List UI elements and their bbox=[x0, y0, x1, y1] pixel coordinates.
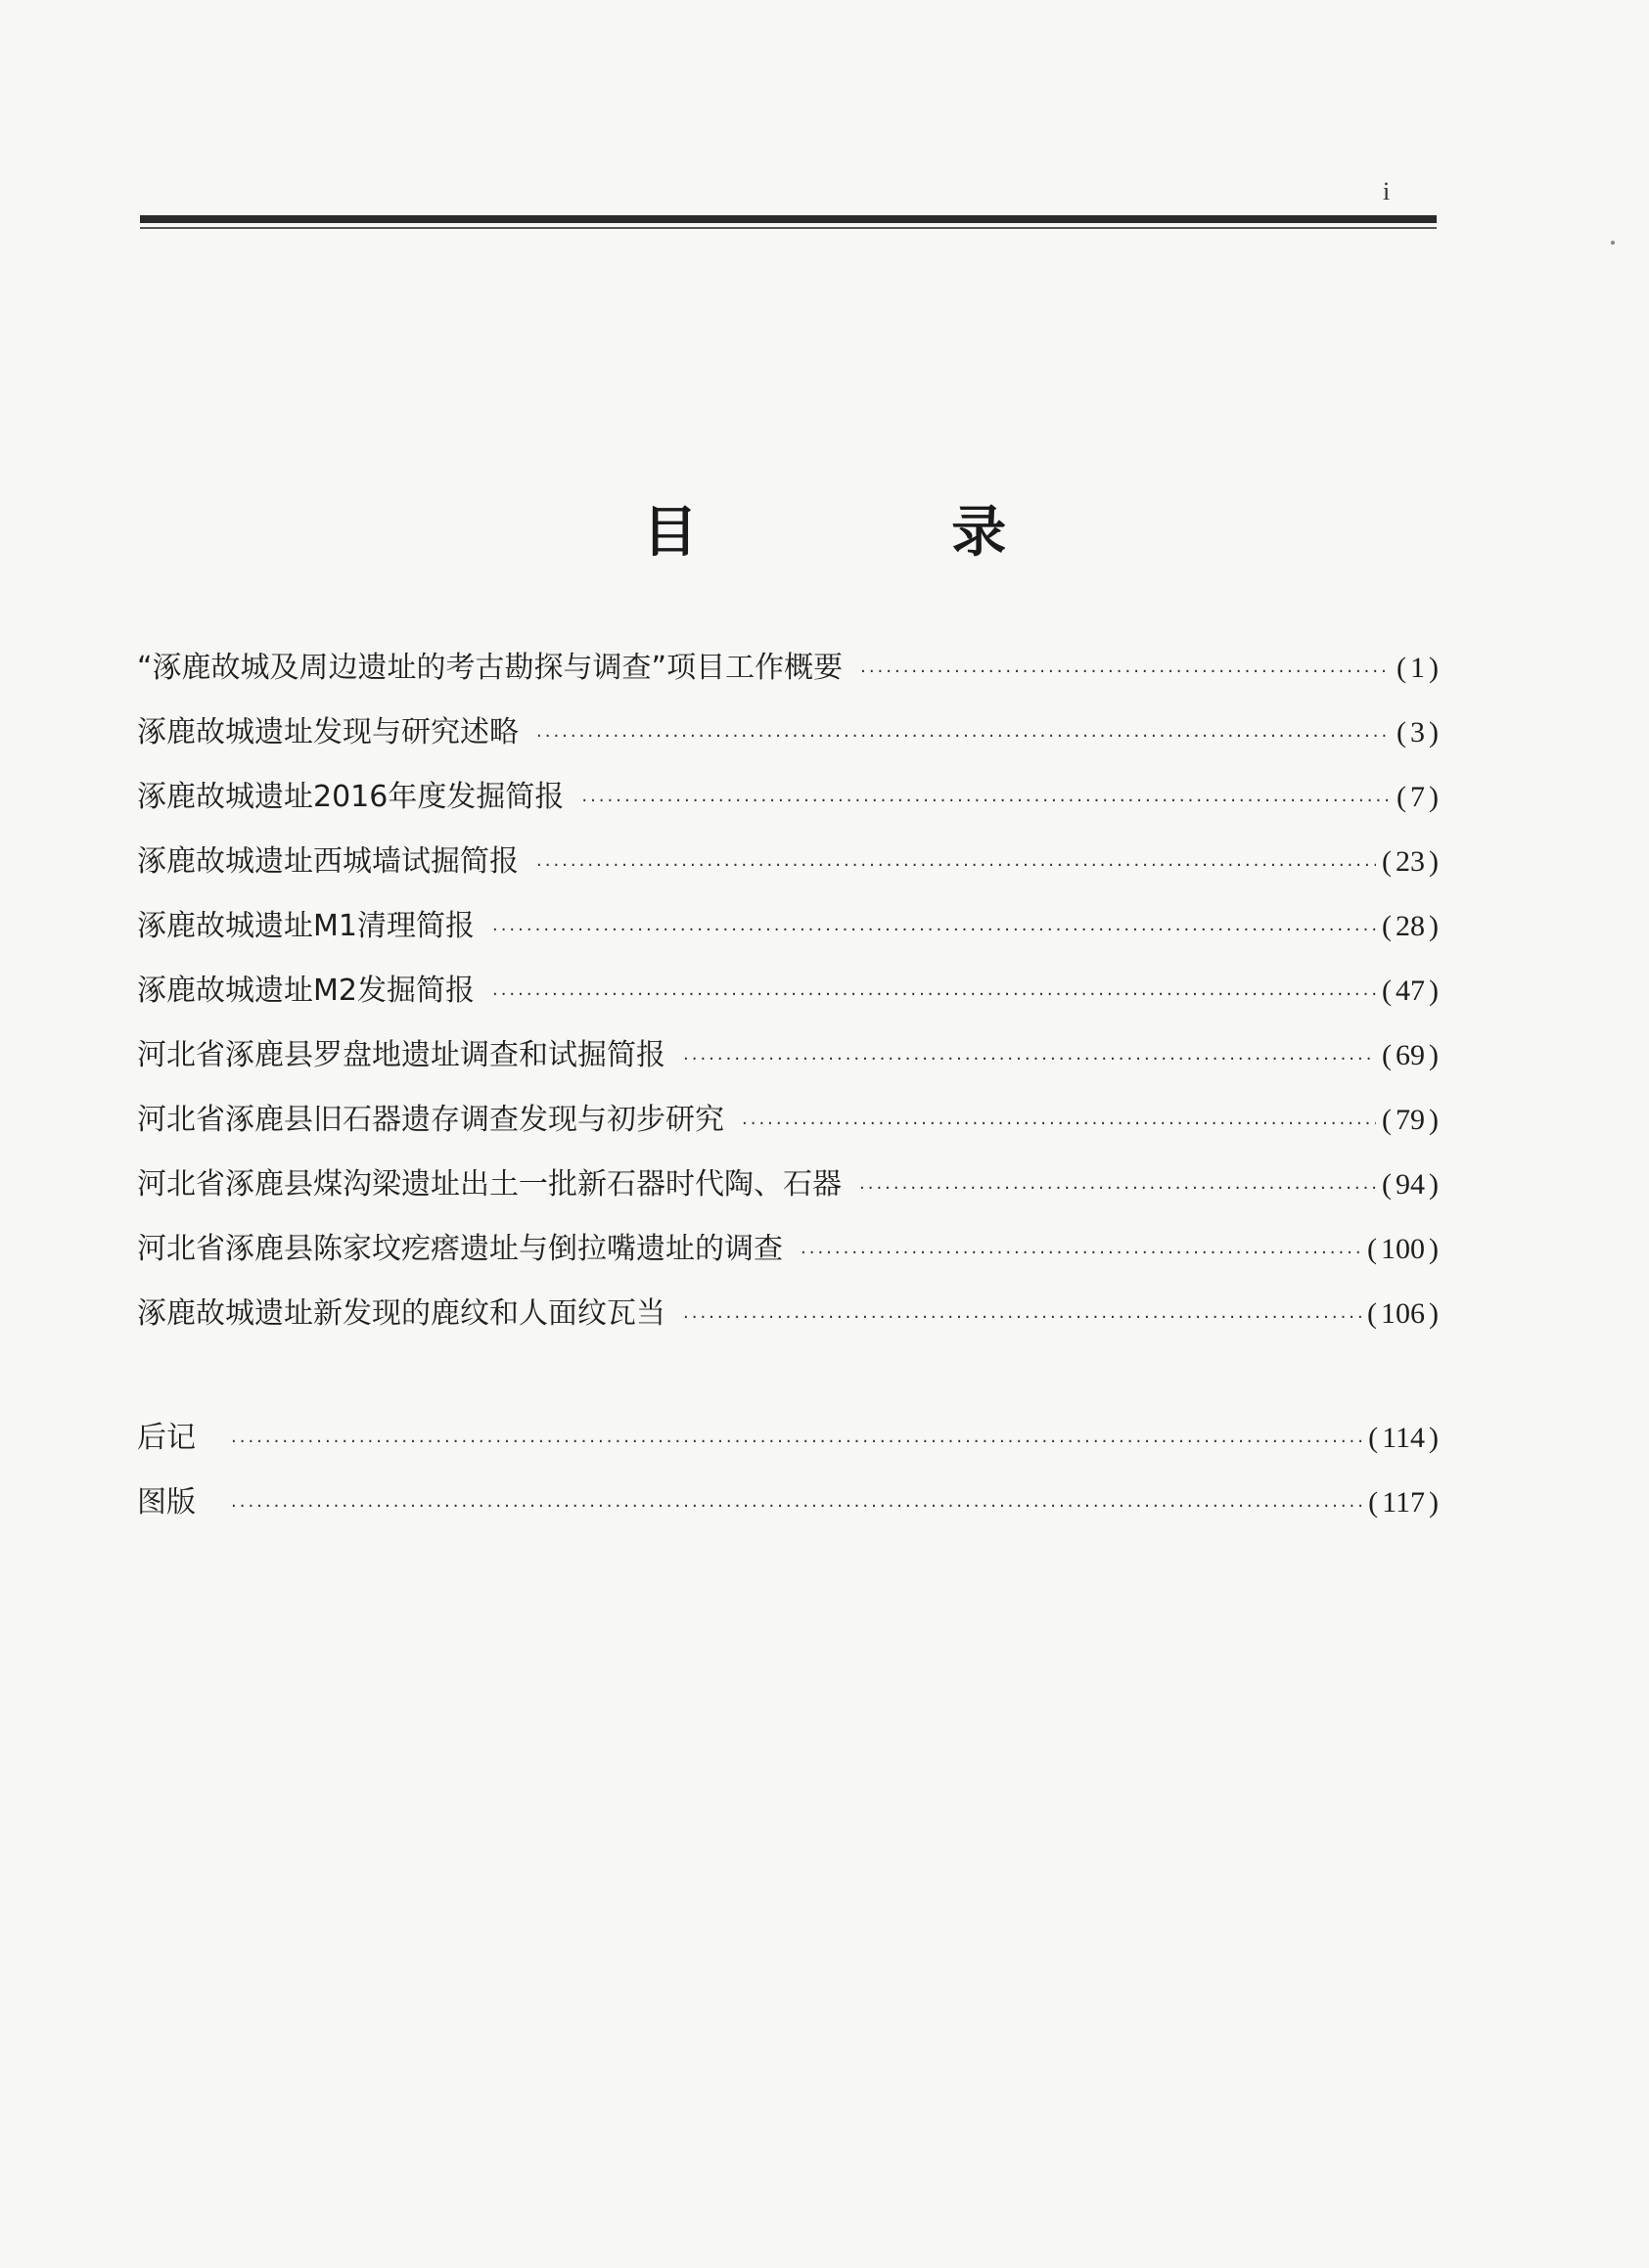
toc-entry-title: 涿鹿故城遗址西城墙试掘简报 bbox=[137, 844, 519, 879]
toc-entry[interactable] bbox=[137, 959, 1439, 1023]
dot-leader bbox=[231, 1474, 1362, 1539]
toc-back-matter bbox=[137, 1406, 1439, 1535]
toc-entry[interactable] bbox=[137, 830, 1439, 894]
toc-entry-title: “涿鹿故城及周边遗址的考古勘探与调查”项目工作概要 bbox=[137, 651, 844, 685]
toc-entry-page: ( 79 ) bbox=[1376, 1088, 1439, 1153]
toc-entry[interactable] bbox=[137, 765, 1439, 830]
toc-entry[interactable] bbox=[137, 1088, 1439, 1153]
toc-entry-title: 涿鹿故城遗址发现与研究述略 bbox=[137, 715, 519, 749]
toc-entry-page: ( 28 ) bbox=[1376, 894, 1439, 959]
dot-leader bbox=[492, 898, 1376, 963]
toc-entry-page: ( 114 ) bbox=[1362, 1406, 1439, 1471]
toc-list bbox=[137, 636, 1439, 1346]
dot-leader bbox=[742, 1092, 1376, 1157]
toc-entry[interactable] bbox=[137, 701, 1439, 765]
toc-entry[interactable] bbox=[137, 1282, 1439, 1346]
toc-entry-title: 涿鹿故城遗址新发现的鹿纹和人面纹瓦当 bbox=[137, 1296, 665, 1331]
dot-leader bbox=[536, 704, 1391, 769]
dot-leader bbox=[492, 963, 1376, 1027]
scan-speck bbox=[1611, 241, 1615, 245]
toc-entry-title: 后记 bbox=[137, 1421, 196, 1455]
dot-leader bbox=[860, 640, 1391, 704]
toc-entry-title: 河北省涿鹿县旧石器遗存调查发现与初步研究 bbox=[137, 1103, 724, 1137]
page-number: i bbox=[1383, 177, 1391, 205]
toc-entry-page: ( 100 ) bbox=[1361, 1217, 1439, 1282]
toc-entry[interactable] bbox=[137, 1153, 1439, 1217]
toc-entry-page: ( 69 ) bbox=[1376, 1023, 1439, 1088]
toc-entry-page: ( 3 ) bbox=[1391, 701, 1439, 765]
toc-entry-title: 河北省涿鹿县陈家坟疙瘩遗址与倒拉嘴遗址的调查 bbox=[137, 1232, 783, 1266]
toc-entry-title: 河北省涿鹿县罗盘地遗址调查和试掘简报 bbox=[137, 1038, 665, 1072]
toc-entry[interactable] bbox=[137, 1217, 1439, 1282]
toc-entry-title: 涿鹿故城遗址2016年度发掘简报 bbox=[137, 780, 565, 814]
toc-entry[interactable] bbox=[137, 1023, 1439, 1088]
dot-leader bbox=[683, 1286, 1361, 1350]
toc-entry-title: 河北省涿鹿县煤沟梁遗址出土一批新石器时代陶、石器 bbox=[137, 1167, 842, 1202]
toc-entry-page: ( 7 ) bbox=[1391, 765, 1439, 830]
toc-entry-title: 涿鹿故城遗址M2发掘简报 bbox=[137, 974, 475, 1008]
toc-title: 目 录 bbox=[642, 499, 1124, 565]
toc-entry-page: ( 23 ) bbox=[1376, 830, 1439, 894]
toc-entry[interactable] bbox=[137, 894, 1439, 959]
toc-entry-page: ( 1 ) bbox=[1391, 636, 1439, 701]
header-rule-thick bbox=[140, 215, 1437, 223]
dot-leader bbox=[536, 834, 1376, 898]
toc-entry-page: ( 47 ) bbox=[1376, 959, 1439, 1023]
dot-leader bbox=[801, 1221, 1361, 1286]
dot-leader bbox=[683, 1027, 1376, 1092]
toc-entry-title: 涿鹿故城遗址M1清理简报 bbox=[137, 909, 475, 943]
toc-entry-page: ( 94 ) bbox=[1376, 1153, 1439, 1217]
dot-leader bbox=[581, 769, 1391, 834]
toc-entry-page: ( 106 ) bbox=[1361, 1282, 1439, 1346]
toc-entry-plates[interactable] bbox=[137, 1471, 1439, 1535]
toc-entry-afterword[interactable] bbox=[137, 1406, 1439, 1471]
toc-entry-title: 图版 bbox=[137, 1485, 196, 1520]
dot-leader bbox=[231, 1410, 1362, 1474]
dot-leader bbox=[859, 1157, 1376, 1221]
toc-entry[interactable] bbox=[137, 636, 1439, 701]
toc-entry-page: ( 117 ) bbox=[1362, 1471, 1439, 1535]
header-rule-thin bbox=[140, 227, 1437, 229]
